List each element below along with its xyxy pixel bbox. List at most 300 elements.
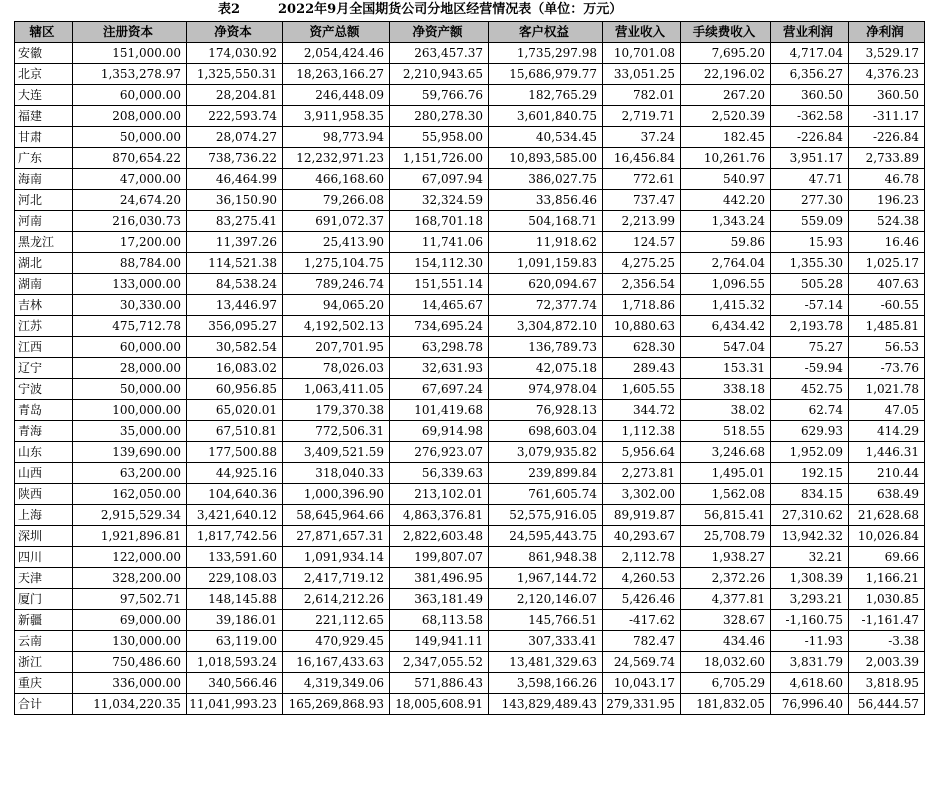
region-cell: 宁波 (15, 379, 73, 400)
region-cell: 云南 (15, 631, 73, 652)
value-cell: 67,097.94 (390, 169, 489, 190)
value-cell: 540.97 (681, 169, 771, 190)
value-cell: -57.14 (771, 295, 849, 316)
value-cell: 27,871,657.31 (283, 526, 390, 547)
value-cell: 2,193.78 (771, 316, 849, 337)
value-cell: 3,831.79 (771, 652, 849, 673)
value-cell: 210.44 (849, 463, 925, 484)
value-cell: 434.46 (681, 631, 771, 652)
value-cell: 168,701.18 (390, 211, 489, 232)
region-cell: 江苏 (15, 316, 73, 337)
value-cell: 13,446.97 (187, 295, 283, 316)
region-cell: 海南 (15, 169, 73, 190)
value-cell: 28,074.27 (187, 127, 283, 148)
value-cell: 620,094.67 (489, 274, 603, 295)
header-row (15, 22, 925, 43)
value-cell: 60,000.00 (73, 337, 187, 358)
value-cell: 89,919.87 (603, 505, 681, 526)
value-cell: 174,030.92 (187, 43, 283, 64)
value-cell: -311.17 (849, 106, 925, 127)
value-cell: 974,978.04 (489, 379, 603, 400)
value-cell: 136,789.73 (489, 337, 603, 358)
value-cell: 2,733.89 (849, 148, 925, 169)
value-cell: 782.47 (603, 631, 681, 652)
value-cell: 139,690.00 (73, 442, 187, 463)
region-cell: 河南 (15, 211, 73, 232)
value-cell: 738,736.22 (187, 148, 283, 169)
value-cell: 44,925.16 (187, 463, 283, 484)
value-cell: 1,063,411.05 (283, 379, 390, 400)
value-cell: -60.55 (849, 295, 925, 316)
value-cell: 1,718.86 (603, 295, 681, 316)
region-cell: 安徽 (15, 43, 73, 64)
value-cell: 17,200.00 (73, 232, 187, 253)
value-cell: 4,863,376.81 (390, 505, 489, 526)
table-row (15, 274, 925, 295)
value-cell: 14,465.67 (390, 295, 489, 316)
value-cell: 4,376.23 (849, 64, 925, 85)
value-cell: 16,083.02 (187, 358, 283, 379)
value-cell: 2,915,529.34 (73, 505, 187, 526)
value-cell: 222,593.74 (187, 106, 283, 127)
value-cell: 277.30 (771, 190, 849, 211)
value-cell: 33,051.25 (603, 64, 681, 85)
value-cell: 442.20 (681, 190, 771, 211)
value-cell: 5,956.64 (603, 442, 681, 463)
value-cell: 466,168.60 (283, 169, 390, 190)
value-cell: 11,397.26 (187, 232, 283, 253)
value-cell: 340,566.46 (187, 673, 283, 694)
value-cell: 2,213.99 (603, 211, 681, 232)
value-cell: 50,000.00 (73, 127, 187, 148)
value-cell: 772,506.31 (283, 421, 390, 442)
value-cell: 36,150.90 (187, 190, 283, 211)
value-cell: 628.30 (603, 337, 681, 358)
region-cell: 天津 (15, 568, 73, 589)
value-cell: 3,246.68 (681, 442, 771, 463)
value-cell: 2,822,603.48 (390, 526, 489, 547)
value-cell: 13,481,329.63 (489, 652, 603, 673)
column-header: 注册资本 (73, 22, 187, 43)
value-cell: 24,595,443.75 (489, 526, 603, 547)
value-cell: 10,043.17 (603, 673, 681, 694)
value-cell: 130,000.00 (73, 631, 187, 652)
value-cell: 2,520.39 (681, 106, 771, 127)
value-cell: 88,784.00 (73, 253, 187, 274)
value-cell: 279,331.95 (603, 694, 681, 715)
value-cell: 307,333.41 (489, 631, 603, 652)
value-cell: 10,026.84 (849, 526, 925, 547)
value-cell: 60,000.00 (73, 85, 187, 106)
column-header: 净资本 (187, 22, 283, 43)
value-cell: 42,075.18 (489, 358, 603, 379)
value-cell: 629.93 (771, 421, 849, 442)
table-row (15, 211, 925, 232)
table-caption (0, 0, 934, 20)
value-cell: 698,603.04 (489, 421, 603, 442)
table-row (15, 400, 925, 421)
value-cell: 276,923.07 (390, 442, 489, 463)
value-cell: 133,000.00 (73, 274, 187, 295)
value-cell: 28,000.00 (73, 358, 187, 379)
value-cell: 1,446.31 (849, 442, 925, 463)
region-cell: 辽宁 (15, 358, 73, 379)
value-cell: 1,166.21 (849, 568, 925, 589)
value-cell: 62.74 (771, 400, 849, 421)
value-cell: 737.47 (603, 190, 681, 211)
value-cell: 328,200.00 (73, 568, 187, 589)
value-cell: 22,196.02 (681, 64, 771, 85)
value-cell: 547.04 (681, 337, 771, 358)
table-row (15, 106, 925, 127)
value-cell: 691,072.37 (283, 211, 390, 232)
value-cell: 25,413.90 (283, 232, 390, 253)
value-cell: 162,050.00 (73, 484, 187, 505)
value-cell: 414.29 (849, 421, 925, 442)
value-cell: 72,377.74 (489, 295, 603, 316)
value-cell: 3,409,521.59 (283, 442, 390, 463)
value-cell: 4,260.53 (603, 568, 681, 589)
value-cell: 4,717.04 (771, 43, 849, 64)
value-cell: 56,444.57 (849, 694, 925, 715)
value-cell: 505.28 (771, 274, 849, 295)
value-cell: 3,598,166.26 (489, 673, 603, 694)
table-row (15, 589, 925, 610)
value-cell: 2,719.71 (603, 106, 681, 127)
value-cell: 2,372.26 (681, 568, 771, 589)
value-cell: 18,263,166.27 (283, 64, 390, 85)
value-cell: 79,266.08 (283, 190, 390, 211)
value-cell: 7,695.20 (681, 43, 771, 64)
value-cell: 2,273.81 (603, 463, 681, 484)
value-cell: 328.67 (681, 610, 771, 631)
value-cell: 452.75 (771, 379, 849, 400)
value-cell: 3,911,958.35 (283, 106, 390, 127)
region-cell: 四川 (15, 547, 73, 568)
value-cell: 21,628.68 (849, 505, 925, 526)
table-row (15, 232, 925, 253)
value-cell: 356,095.27 (187, 316, 283, 337)
value-cell: 1,485.81 (849, 316, 925, 337)
value-cell: 52,575,916.05 (489, 505, 603, 526)
value-cell: 63,298.78 (390, 337, 489, 358)
value-cell: 772.61 (603, 169, 681, 190)
value-cell: 25,708.79 (681, 526, 771, 547)
value-cell: -417.62 (603, 610, 681, 631)
value-cell: 78,026.03 (283, 358, 390, 379)
value-cell: 2,614,212.26 (283, 589, 390, 610)
table-row (15, 253, 925, 274)
value-cell: 101,419.68 (390, 400, 489, 421)
table-title: 2022年9月全国期货公司分地区经营情况表（单位：万元） (278, 2, 623, 17)
region-cell: 新疆 (15, 610, 73, 631)
value-cell: 239,899.84 (489, 463, 603, 484)
value-cell: 39,186.01 (187, 610, 283, 631)
value-cell: 151,000.00 (73, 43, 187, 64)
value-cell: 475,712.78 (73, 316, 187, 337)
value-cell: 761,605.74 (489, 484, 603, 505)
value-cell: 4,377.81 (681, 589, 771, 610)
value-cell: -3.38 (849, 631, 925, 652)
value-cell: 1,735,297.98 (489, 43, 603, 64)
value-cell: 504,168.71 (489, 211, 603, 232)
value-cell: 28,204.81 (187, 85, 283, 106)
value-cell: 15,686,979.77 (489, 64, 603, 85)
region-cell: 北京 (15, 64, 73, 85)
column-header: 手续费收入 (681, 22, 771, 43)
value-cell: 208,000.00 (73, 106, 187, 127)
value-cell: 4,319,349.06 (283, 673, 390, 694)
table-row (15, 568, 925, 589)
value-cell: 67,510.81 (187, 421, 283, 442)
region-cell: 重庆 (15, 673, 73, 694)
value-cell: 336,000.00 (73, 673, 187, 694)
value-cell: -226.84 (849, 127, 925, 148)
value-cell: 11,741.06 (390, 232, 489, 253)
regional-operations-table (14, 21, 925, 715)
value-cell: 571,886.43 (390, 673, 489, 694)
value-cell: 97,502.71 (73, 589, 187, 610)
value-cell: 2,347,055.52 (390, 652, 489, 673)
value-cell: 151,551.14 (390, 274, 489, 295)
value-cell: 16.46 (849, 232, 925, 253)
table-row (15, 484, 925, 505)
value-cell: 1,938.27 (681, 547, 771, 568)
value-cell: 32,631.93 (390, 358, 489, 379)
value-cell: 386,027.75 (489, 169, 603, 190)
value-cell: 470,929.45 (283, 631, 390, 652)
table-row (15, 505, 925, 526)
value-cell: 1,151,726.00 (390, 148, 489, 169)
value-cell: 360.50 (849, 85, 925, 106)
total-row (15, 694, 925, 715)
region-cell: 陕西 (15, 484, 73, 505)
value-cell: 181,832.05 (681, 694, 771, 715)
column-header: 净资产额 (390, 22, 489, 43)
value-cell: 50,000.00 (73, 379, 187, 400)
value-cell: 834.15 (771, 484, 849, 505)
value-cell: -59.94 (771, 358, 849, 379)
value-cell: 2,120,146.07 (489, 589, 603, 610)
value-cell: 1,817,742.56 (187, 526, 283, 547)
value-cell: 782.01 (603, 85, 681, 106)
value-cell: 75.27 (771, 337, 849, 358)
region-cell: 甘肃 (15, 127, 73, 148)
value-cell: -362.58 (771, 106, 849, 127)
value-cell: 10,893,585.00 (489, 148, 603, 169)
value-cell: 10,261.76 (681, 148, 771, 169)
value-cell: 559.09 (771, 211, 849, 232)
value-cell: 100,000.00 (73, 400, 187, 421)
value-cell: 216,030.73 (73, 211, 187, 232)
value-cell: 3,302.00 (603, 484, 681, 505)
column-header: 营业利润 (771, 22, 849, 43)
column-header: 辖区 (15, 22, 73, 43)
value-cell: 4,275.25 (603, 253, 681, 274)
value-cell: 1,275,104.75 (283, 253, 390, 274)
value-cell: 40,534.45 (489, 127, 603, 148)
value-cell: 83,275.41 (187, 211, 283, 232)
value-cell: 32,324.59 (390, 190, 489, 211)
value-cell: 861,948.38 (489, 547, 603, 568)
region-cell: 青海 (15, 421, 73, 442)
region-cell: 厦门 (15, 589, 73, 610)
table-row (15, 358, 925, 379)
value-cell: 2,003.39 (849, 652, 925, 673)
table-row (15, 442, 925, 463)
value-cell: 638.49 (849, 484, 925, 505)
value-cell: 192.15 (771, 463, 849, 484)
value-cell: 11,041,993.23 (187, 694, 283, 715)
value-cell: 47,000.00 (73, 169, 187, 190)
value-cell: 15.93 (771, 232, 849, 253)
region-cell: 江西 (15, 337, 73, 358)
value-cell: 55,958.00 (390, 127, 489, 148)
value-cell: 124.57 (603, 232, 681, 253)
region-cell: 上海 (15, 505, 73, 526)
value-cell: 1,091,934.14 (283, 547, 390, 568)
table-row (15, 148, 925, 169)
value-cell: 10,701.08 (603, 43, 681, 64)
table-row (15, 610, 925, 631)
table-row (15, 547, 925, 568)
value-cell: 2,764.04 (681, 253, 771, 274)
value-cell: 1,605.55 (603, 379, 681, 400)
value-cell: 3,293.21 (771, 589, 849, 610)
value-cell: 94,065.20 (283, 295, 390, 316)
value-cell: 1,096.55 (681, 274, 771, 295)
value-cell: 18,005,608.91 (390, 694, 489, 715)
value-cell: 47.05 (849, 400, 925, 421)
region-cell: 吉林 (15, 295, 73, 316)
column-header: 净利润 (849, 22, 925, 43)
value-cell: 246,448.09 (283, 85, 390, 106)
value-cell: 65,020.01 (187, 400, 283, 421)
table-number: 表2 (218, 2, 241, 17)
value-cell: 2,210,943.65 (390, 64, 489, 85)
value-cell: 63,200.00 (73, 463, 187, 484)
value-cell: 1,355.30 (771, 253, 849, 274)
value-cell: 10,880.63 (603, 316, 681, 337)
value-cell: 213,102.01 (390, 484, 489, 505)
value-cell: 177,500.88 (187, 442, 283, 463)
value-cell: 344.72 (603, 400, 681, 421)
value-cell: 4,192,502.13 (283, 316, 390, 337)
value-cell: 67,697.24 (390, 379, 489, 400)
value-cell: 518.55 (681, 421, 771, 442)
value-cell: 24,674.20 (73, 190, 187, 211)
value-cell: -1,161.47 (849, 610, 925, 631)
value-cell: 179,370.38 (283, 400, 390, 421)
value-cell: 4,618.60 (771, 673, 849, 694)
value-cell: 221,112.65 (283, 610, 390, 631)
value-cell: 32.21 (771, 547, 849, 568)
value-cell: 37.24 (603, 127, 681, 148)
value-cell: 750,486.60 (73, 652, 187, 673)
value-cell: 870,654.22 (73, 148, 187, 169)
value-cell: 58,645,964.66 (283, 505, 390, 526)
value-cell: 360.50 (771, 85, 849, 106)
value-cell: 18,032.60 (681, 652, 771, 673)
table-row (15, 631, 925, 652)
value-cell: -73.76 (849, 358, 925, 379)
value-cell: 2,054,424.46 (283, 43, 390, 64)
value-cell: 63,119.00 (187, 631, 283, 652)
value-cell: 2,356.54 (603, 274, 681, 295)
value-cell: 381,496.95 (390, 568, 489, 589)
value-cell: 11,034,220.35 (73, 694, 187, 715)
value-cell: 12,232,971.23 (283, 148, 390, 169)
value-cell: 196.23 (849, 190, 925, 211)
value-cell: 3,818.95 (849, 673, 925, 694)
value-cell: 114,521.38 (187, 253, 283, 274)
region-cell: 浙江 (15, 652, 73, 673)
table-row (15, 463, 925, 484)
value-cell: 3,079,935.82 (489, 442, 603, 463)
value-cell: 524.38 (849, 211, 925, 232)
value-cell: 1,343.24 (681, 211, 771, 232)
value-cell: 207,701.95 (283, 337, 390, 358)
table-row (15, 316, 925, 337)
value-cell: -1,160.75 (771, 610, 849, 631)
value-cell: 16,456.84 (603, 148, 681, 169)
value-cell: 1,018,593.24 (187, 652, 283, 673)
value-cell: 2,112.78 (603, 547, 681, 568)
table-row (15, 43, 925, 64)
value-cell: 30,582.54 (187, 337, 283, 358)
value-cell: 33,856.46 (489, 190, 603, 211)
table-row (15, 652, 925, 673)
value-cell: 69,914.98 (390, 421, 489, 442)
value-cell: 1,021.78 (849, 379, 925, 400)
value-cell: 182.45 (681, 127, 771, 148)
value-cell: 318,040.33 (283, 463, 390, 484)
value-cell: 3,421,640.12 (187, 505, 283, 526)
value-cell: 69,000.00 (73, 610, 187, 631)
value-cell: 84,538.24 (187, 274, 283, 295)
value-cell: 60,956.85 (187, 379, 283, 400)
value-cell: 3,529.17 (849, 43, 925, 64)
value-cell: 145,766.51 (489, 610, 603, 631)
table-row (15, 127, 925, 148)
value-cell: 1,562.08 (681, 484, 771, 505)
region-cell: 山东 (15, 442, 73, 463)
region-cell: 河北 (15, 190, 73, 211)
value-cell: 76,928.13 (489, 400, 603, 421)
table-row (15, 337, 925, 358)
value-cell: 789,246.74 (283, 274, 390, 295)
table-body (15, 43, 925, 715)
value-cell: 98,773.94 (283, 127, 390, 148)
value-cell: 6,356.27 (771, 64, 849, 85)
value-cell: 11,918.62 (489, 232, 603, 253)
region-cell: 合计 (15, 694, 73, 715)
value-cell: -226.84 (771, 127, 849, 148)
value-cell: 69.66 (849, 547, 925, 568)
region-cell: 大连 (15, 85, 73, 106)
value-cell: 56,339.63 (390, 463, 489, 484)
value-cell: 1,308.39 (771, 568, 849, 589)
value-cell: 1,967,144.72 (489, 568, 603, 589)
column-header: 客户权益 (489, 22, 603, 43)
value-cell: 165,269,868.93 (283, 694, 390, 715)
value-cell: 38.02 (681, 400, 771, 421)
value-cell: 153.31 (681, 358, 771, 379)
value-cell: 6,705.29 (681, 673, 771, 694)
region-cell: 湖北 (15, 253, 73, 274)
value-cell: 182,765.29 (489, 85, 603, 106)
value-cell: 46,464.99 (187, 169, 283, 190)
